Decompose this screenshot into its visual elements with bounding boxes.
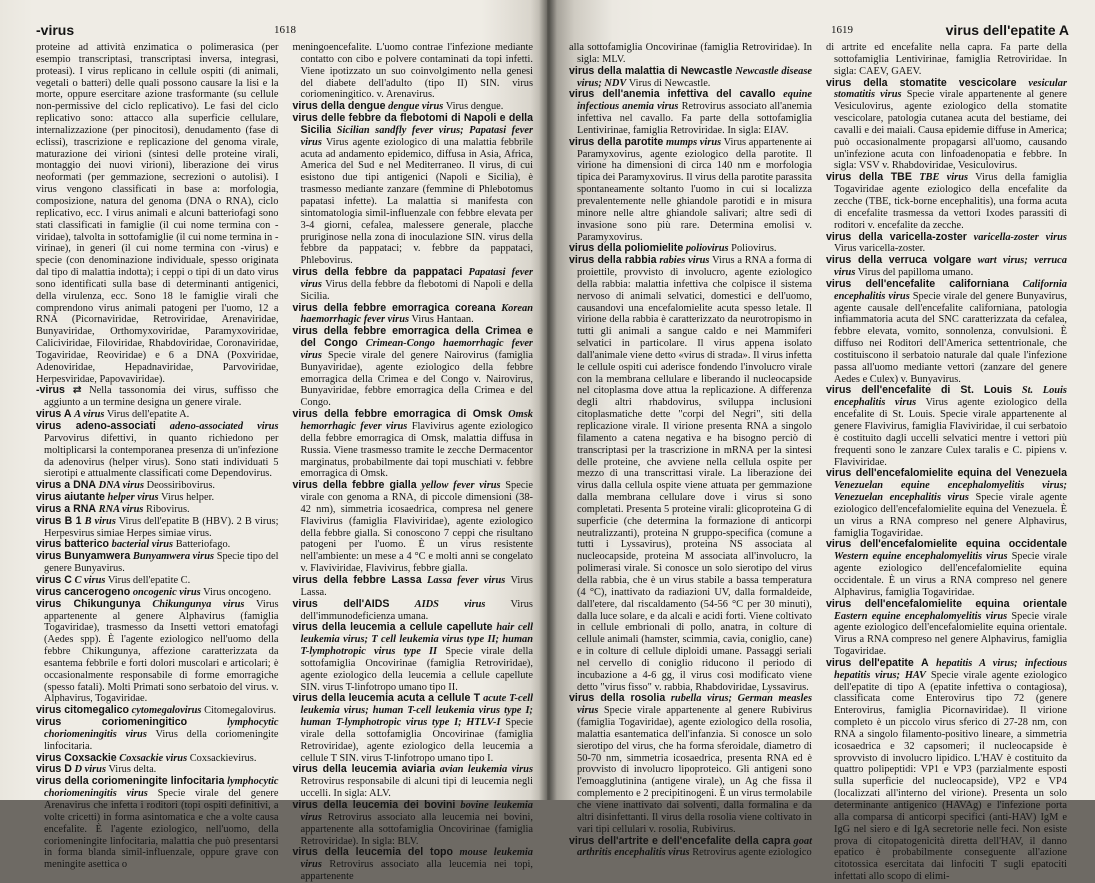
entry-english-term: C virus xyxy=(74,574,106,586)
entry-definition: Virus dell'epatite C. xyxy=(107,574,191,586)
dictionary-entry xyxy=(569,255,812,693)
entry-english-term: mouse leukemia virus xyxy=(300,847,533,871)
entry-headword: virus aiutante xyxy=(36,491,105,504)
entry-headword: virus della febbre emorragica di Omsk xyxy=(292,408,503,421)
entry-definition: Specie virale agente eziologico dell'epatite di tipo A (epatite infettiva o contagiosa), classificata come Enterovirus tipo 72 (genere Enterovirus, famiglia Picornaviridae). Il virione completo è un piccolo virus sferico di 27-28 nm, con RNA a singolo filamento-positivo lineare, a simmetria icosaedrica e 32 capsomeri; il nucleocapside è sprovvisto di involucro lipidico. L'HAV è costituito da quattro polipeptidi: VP1 e VP3 (parzialmente esposti sulla superficie del nucleocapside), VP2 e VP4 (localizzati all'interno del virione). Presenta un solo determinante antigenico (HAVAg) e l'infezione porta alla comparsa di anticorpi specifici (anti-HAV) IgM e IgG nel siero e di IgA secretorie nelle feci. Non esiste prova di citopatogenicità diretta dell'HAV, il danno epatico è probabilmente conseguente all'azione citotossica esercitata dai linfociti T sugli epatociti infettati allo scopo di elimi- xyxy=(834,669,1067,883)
continuation-text: proteine ad attività enzimatica o polimerasica (per esempio transcriptasi, transcriptasi inversa, integrasi, proteasi). I virus replicano in cellule ospiti (di animali, vegetali o batteri) delle quali possono causare la lisi e la morte, oppure esercitare azione trasformante (su cellule non-permissive del ciclo replicativo). Le fasi del ciclo replicativo sono: attacco alla superficie cellulare, internalizzazione (per pinocitosi), denudamento (fase di eclissi), trascrizione e replicazione del genoma virale, maturazione dei virioni (sintesi delle proteine virali, montaggio dei nuovi virioni), liberazione dei virus neoformati (per gemmazione, secrezioni o autolisi). I virus vengono classificati in base a: morfologia, composizione, natura del genoma (DNA o RNA), ciclo replicativo, ecc. I virus animali e alcuni batteriofagi sono stati classificati in famiglie (il cui nome termina con -viridae), talvolta in sottofamiglie (il cui nome termina in -virinae), in generi (il cui nome termina con -virus) e specie (con denominazione individuale, spesso originata dal tipo di malattia indotta); i ceppi o tipi di un dato virus sono identificati sulla base di determinanti antigenici, della virulenza, ecc. Sono 18 le famiglie virali che comprendono virus animali patogeni per l'uomo, 12 a RNA (Picornaviridae, Retroviridae, Arenaviridae, Bunyaviridae, Orthomyxoviridae, Paramyxoviridae, Caliciviridae, Filoviridae, Rhabdoviridae, Coronaviridae, Togaviridae, Reoviridae) e 6 a DNA (Poxviridae, Adenoviridae, Hepadnaviridae, Parvoviridae, Herpesviridae, Papovaviridae). xyxy=(36,42,279,385)
entry-definition: Virus helper. xyxy=(161,492,215,504)
dictionary-entry xyxy=(826,599,1067,658)
dictionary-entry xyxy=(36,753,279,765)
entry-definition: Specie virale del genere Arenavirus che infetta i roditori (topi ospiti definitivi, a volte cricetti) in forma asintomatica e che a volte causa encefalite. È l'agente eziologico, nell'uomo, della coriomeningite linfocitaria, malattia che può presentarsi in forma blanda simil-influenzale, oppure grave con meningite asettica o xyxy=(44,788,279,871)
entry-english-term: B virus xyxy=(84,515,116,527)
entry-english-term: vesicular stomatitis virus xyxy=(834,77,1067,101)
entry-english-term: avian leukemia virus xyxy=(439,764,533,776)
entry-definition: Virus appartenente ai Paramyxovirus, agente eziologico della parotite. Il virione ha dimensioni di circa 140 nm e morfologia tipica dei Paramyxovirus. Il virus della parotite parassita spontaneamente soltanto l'uomo in cui si localizza prevalentemente nelle ghiandole parotidi e in misura minore nelle altre ghiandole salivari; altre sedi di invasione sono più rare. Determina emolisi v. Paramyxovirus. xyxy=(577,136,812,243)
dictionary-entry xyxy=(36,421,279,480)
dictionary-entry xyxy=(826,172,1067,231)
entry-headword: virus della rabbia xyxy=(569,254,657,267)
dictionary-entry xyxy=(36,776,279,871)
entry-definition: Specie tipo del genere Bunyavirus. xyxy=(44,551,279,575)
entry-definition: Retrovirus associato alla leucemia nei topi, appartenente xyxy=(300,859,533,883)
entry-english-term: mumps virus xyxy=(665,136,722,148)
entry-definition: di artrite ed encefalite nella capra. Fa parte della sottofamiglia Lentivirinae, famiglia Retroviridae. In sigla: CAEV, GAEV. xyxy=(826,42,1067,77)
entry-headword: virus della leucemia acuta a cellule T xyxy=(292,692,481,705)
entry-english-term: Bunyamwera virus xyxy=(132,551,215,563)
entry-definition: Specie virale con genoma a RNA, di piccole dimensioni (38-42 nm), simmetria icosaedrica, compresa nel genere Flavivirus (famiglia Flaviviridae), agente eziologico della febbre gialla. Si conoscono 7 ceppi che risultano patogeni per l'uomo. È un virus resistente nell'ambiente: un mese a 4 °C e molti anni se congelato v. Flaviviridae, Flavivirus, febbre gialla. xyxy=(300,480,533,575)
entry-definition: Specie virale della sottofamiglia Oncovirinae (famiglia Retroviridae), agente eziologico della leucemia a cellule T SIN. virus T-linfotropo umano tipo I. xyxy=(300,717,533,764)
entry-english-term: Coxsackie virus xyxy=(119,752,188,764)
entry-headword: virus della parotite xyxy=(569,135,664,148)
right-page xyxy=(547,0,1095,883)
entry-definition: Virus delta. xyxy=(108,764,157,776)
entry-english-term: D virus xyxy=(74,764,106,776)
entry-headword: virus della coriomeningite linfocitaria xyxy=(36,775,225,788)
entry-headword: virus della febbre Lassa xyxy=(292,573,422,586)
entry-definition: Virus agente eziologico di una malattia febbrile acuta ad andamento epidemico, diffusa in Asia, Africa, America del Sud e nel Mediterraneo. Il virus, di cui esistono due tipi antigenici (Napoli e Sicilia), è trasmesso mediante zanzare (femmine di Phlebotomus papatasi infette). La malattia si manifesta con sintomatologia simil-influenzale con febbre elevata per 3-4 giorni, cefalea, malessere generale, placche pruriginose nella zona di inoculazione SIN. virus della febbre da pappataci; v. febbre da pappataci, Phlebovirus. xyxy=(300,136,533,267)
entry-english-term: Lassa fever virus xyxy=(426,574,506,586)
entry-english-term: helper virus xyxy=(107,492,159,504)
dictionary-entry xyxy=(293,764,534,800)
entry-definition: Virus del papilloma umano. xyxy=(857,267,974,279)
entry-headword: virus della malattia di Newcastle xyxy=(569,64,733,77)
dictionary-entry xyxy=(569,42,812,66)
entry-english-term: Chikungunya virus xyxy=(152,598,245,610)
entry-definition: Deossiribovirus. xyxy=(146,480,216,492)
entry-definition: Specie virale agente eziologico dell'encefalomielite equina occidentale. È un virus a RNA compreso nel genere Alphavirus, famiglia Togaviridae. xyxy=(834,551,1067,598)
entry-headword: virus Chikungunya xyxy=(36,597,141,610)
left-page-number: 1618 xyxy=(274,24,296,36)
entry-definition: Specie virale della sottofamiglia Oncovirinae (famiglia Retroviridae), agente eziologico della leucemia a cellule capellute SIN. virus T-linfotropo umano tipo II. xyxy=(300,646,533,693)
entry-definition: Specie virale appartenente al genere Rubivirus (famiglia Togaviridae), agente eziologico della rosolia, malattia esantematica dell'infanzia. Si conosce un solo sierotipo del virus, che ha forma sferoidale, diametro di 50-70 nm, simmetria icosaedrica, presenta RNA ed è provvisto di involucro lipoproteico. Gli antigeni sono l'emoagglutinina (antigene virale), un Ag che fissa il complemento e 2 precipitinogeni. È un virus termolabile che viene inattivato dai solventi, dalla formalina e da altri disinfettanti. Il virus della rosolia viene coltivato in vari tipi cellulari v. rosolia, Rubivirus. xyxy=(577,705,812,835)
entry-definition: Specie virale agente eziologico dell'encefalomielite equina orientale. Virus a RNA compreso nel genere Alphavirus, famiglia Togaviridae. xyxy=(834,610,1067,658)
left-column-1 xyxy=(36,42,279,883)
dictionary-entry xyxy=(293,800,534,847)
entry-headword: virus della febbre emorragica coreana xyxy=(292,301,496,314)
entry-english-term: oncogenic virus xyxy=(132,586,201,598)
entry-english-term: cytomegalovirus xyxy=(131,705,202,717)
entry-definition: Nella tassonomia dei virus, suffisso che aggiunto a un termine designa un genere virale. xyxy=(44,385,279,409)
entry-headword: virus della poliomielite xyxy=(569,242,684,255)
entry-english-term: wart virus; verruca virus xyxy=(834,255,1067,279)
dictionary-entry xyxy=(826,78,1067,173)
right-page-number: 1619 xyxy=(831,24,853,36)
dictionary-entry xyxy=(569,693,812,835)
entry-definition: Flavivirus agente eziologico della febbre emorragica di Omsk, malattia diffusa in Russia. Viene trasmesso tramite le zecche Dermacentor marginatus, probabilmente dai topi muschiati v. febbre emorragica di Omsk. xyxy=(300,421,533,480)
dictionary-entry xyxy=(293,622,534,693)
entry-definition: Retrovirus responsabile di alcuni tipi di leucemia negli uccelli. In sigla: ALV. xyxy=(300,776,533,800)
entry-definition: Specie virale del genere Bunyavirus, agente causale dell'encefalite californiana, patologia infiammatoria acuta del SNC caratterizzata da cefalea, febbre elevata, vomito, sonnolenza, convulsioni. È diffuso nei Roditori dell'America settentrionale, che costituiscono il serbatoio naturale dal quale l'infezione passa all'uomo mediante vettori (zanzare del genere Aedes e Culex) v. Bunyavirus. xyxy=(834,290,1067,385)
entry-english-term: AIDS virus xyxy=(414,598,486,610)
entry-english-term: acute T-cell leukemia virus; human T-cell leukemia virus type I; human T-lymphotropic virus type I; HTLV-I xyxy=(300,693,533,729)
entry-english-term: A virus xyxy=(74,409,105,421)
entry-headword: virus della dengue xyxy=(292,100,386,113)
entry-definition: Virus Lassa. xyxy=(300,574,533,598)
entry-english-term: hair cell leukemia virus; T cell leukemia virus type II; human T-lymphotropic virus type II xyxy=(300,622,533,658)
dictionary-entry xyxy=(293,267,534,303)
entry-definition: Virus della famiglia Togaviridae agente eziologico della encefalite da zecche (TBE, tick-borne encephalitis), una forma acuta di encefalite trasmessa da vettori Ixodes parassiti di roditori v. encefalite da zecche. xyxy=(834,172,1067,231)
entry-english-term: Western equine encephalomyelitis virus xyxy=(834,551,1008,563)
dictionary-entry xyxy=(569,836,812,860)
entry-english-term: bovine leukemia virus xyxy=(300,800,533,823)
entry-headword: virus della rosolia xyxy=(569,692,666,705)
dictionary-entry xyxy=(293,599,534,623)
dictionary-entry xyxy=(293,480,534,575)
dictionary-entry xyxy=(826,539,1067,598)
entry-definition: Poliovirus. xyxy=(731,243,777,255)
entry-headword: virus dell'anemia infettiva del cavallo xyxy=(569,88,776,101)
entry-headword: virus della leucemia aviaria xyxy=(292,763,436,776)
entry-headword: virus dell'epatite A xyxy=(826,656,929,669)
entry-english-term: hepatitis A virus; infectious hepatitis virus; HAV xyxy=(834,657,1067,681)
entry-headword: virus della verruca volgare xyxy=(826,254,972,267)
dictionary-entry xyxy=(569,89,812,136)
entry-definition: Retrovirus associato alla leucemia nei bovini, appartenente alla sottofamiglia Oncovirinae (famiglia Retroviridae). In sigla: BLV. xyxy=(300,811,533,847)
entry-headword: virus dell'encefalomielite equina del Venezuela xyxy=(826,467,1067,480)
entry-definition: Retrovirus agente eziologico xyxy=(692,847,812,859)
entry-headword: virus B 1 xyxy=(36,514,82,527)
entry-headword: virus della leucemia dei bovini xyxy=(292,799,456,811)
entry-definition: Virus Hantaan. xyxy=(411,314,474,326)
dictionary-entry xyxy=(826,255,1067,279)
entry-headword: virus C xyxy=(36,573,72,586)
entry-headword: virus batterico xyxy=(36,538,110,551)
dictionary-entry xyxy=(826,385,1067,468)
entry-definition: alla sottofamiglia Oncovirinae (famiglia Retroviridae). In sigla: MLV. xyxy=(569,42,812,65)
entry-definition: Virus dell'immunodeficienza umana. xyxy=(300,598,533,622)
entry-definition: Virus varicella-zoster. xyxy=(834,243,926,255)
entry-english-term: poliovirus xyxy=(685,243,729,255)
dictionary-entry xyxy=(293,42,534,101)
entry-definition: Virus dell'epatite A. xyxy=(106,409,190,421)
entry-english-term: dengue virus xyxy=(388,101,444,113)
entry-definition: Specie virale agente eziologico dell'encefalomielite equina del Venezuela. È un virus a RNA compreso nel genere Alphavirus, famiglia Togaviridae. xyxy=(834,492,1067,539)
dictionary-entry xyxy=(826,468,1067,539)
dictionary-entry xyxy=(293,847,534,883)
entry-definition: Citomegalovirus. xyxy=(204,705,276,717)
entry-headword: virus della febbre da pappataci xyxy=(292,266,463,279)
dictionary-entry xyxy=(826,658,1067,883)
entry-english-term: Sicilian sandfly fever virus; Papatasi fever virus xyxy=(300,124,533,148)
left-page-header xyxy=(36,22,533,38)
left-column-2 xyxy=(293,42,534,883)
entry-headword: virus delle febbre da flebotomi di Napoli e della Sicilia xyxy=(292,112,533,136)
entry-english-term: yellow fever virus xyxy=(421,480,501,492)
entry-definition: Ribovirus. xyxy=(146,503,190,515)
entry-headword: virus A xyxy=(36,408,72,421)
entry-definition: Coxsackievirus. xyxy=(189,752,257,764)
entry-headword: virus Bunyamwera xyxy=(36,550,131,563)
entry-english-term: rabies virus xyxy=(659,255,710,267)
entry-headword: virus adeno-associati xyxy=(36,420,156,432)
left-page xyxy=(0,0,547,883)
entry-headword: virus della varicella-zoster xyxy=(826,230,967,243)
entry-headword: virus dell'artrite e dell'encefalite della capra xyxy=(569,834,791,847)
dictionary-entry xyxy=(36,717,279,753)
dictionary-entry xyxy=(293,409,534,480)
dictionary-entry xyxy=(826,42,1067,78)
entry-english-term: Omsk hemorrhagic fever virus xyxy=(300,409,533,432)
entry-headword: virus coriomeningitico xyxy=(36,716,188,729)
right-column-1 xyxy=(569,42,812,883)
dictionary-entry xyxy=(293,113,534,267)
dictionary-entry xyxy=(36,551,279,575)
dictionary-entry xyxy=(36,599,279,706)
dictionary-entry xyxy=(36,516,279,540)
entry-english-term: Eastern equine encephalomyelitis virus xyxy=(834,610,1008,622)
entry-headword: virus della TBE xyxy=(826,171,912,184)
entry-english-term: Newcastle disease virus; NDV xyxy=(577,65,812,89)
entry-definition: Specie virale appartenente al genere Vesiculovirus, agente eziologico della stomatite vescicolare, patologia cutanea acuta del bestiame, dei cavalli e dei maiali. Causa epidemie diffuse in America; può occasionalmente propagarsi all'uomo, causando un'infezione acuta con linfoadenopatia e febbre. In sigla: VSV v. Rhabdoviridae, Vesiculovirus. xyxy=(834,89,1067,172)
entry-definition: Batteriofago. xyxy=(175,539,231,551)
dictionary-entry xyxy=(569,66,812,90)
dictionary-entry xyxy=(826,232,1067,256)
entry-english-term: DNA virus xyxy=(98,480,144,492)
entry-definition: Virus della febbre da flebotomi di Napoli e della Sicilia. xyxy=(300,278,533,302)
dictionary-entry xyxy=(826,279,1067,386)
entry-definition: meningoencefalite. L'uomo contrae l'infezione mediante contatto con cibo e polvere contaminati da topi infetti. Viene ipotizzato un suo coinvolgimento nella genesi del diabete dell'adulto (tipo II) SIN. virus coriomeningitico. v. Arenavirus. xyxy=(292,42,533,101)
entry-english-term: RNA virus xyxy=(98,503,144,515)
entry-english-term: rubella virus; German measles virus xyxy=(577,693,812,717)
entry-headword: virus dell'encefalomielite equina occidentale xyxy=(826,538,1067,551)
entry-headword: virus dell'encefalomielite equina orientale xyxy=(826,597,1067,610)
entry-headword: virus Coxsackie xyxy=(36,751,117,764)
entry-english-term: St. Louis encephalitis virus xyxy=(834,385,1067,409)
entry-definition: Virus appartenente al genere Alphavirus (famiglia Togaviridae), trasmesso da Insetti vettori ematofagi (Aedes spp). È l'agente eziologico nell'uomo della febbre Chikungunya, affezione caratterizzata da esantema febbrile e forti dolori muscolari e articolari; è occasionalmente responsabile di forme emorragiche (spesso fatali). Molti Primati sono serbatoio del virus. v. Alphavirus, Togaviridae. xyxy=(44,598,279,705)
entry-english-term: TBE virus xyxy=(919,172,969,184)
entry-english-term: adeno-associated virus xyxy=(169,421,279,432)
entry-english-term: California encephalitis virus xyxy=(834,278,1067,302)
entry-english-term: goat arthritis encephalitis virus xyxy=(577,835,812,859)
entry-headword: virus a DNA xyxy=(36,479,97,492)
entry-definition: Specie virale del genere Nairovirus (famiglia Bunyaviridae), agente eziologico della febbre emorragica della Crimea e del Congo v. Nairovirus, Bunyaviridae, febbre emorragica della Crimea e del Congo. xyxy=(300,349,533,409)
entry-definition: Virus agente eziologico della encefalite di St. Louis. Specie virale appartenente al genere Flavivirus, famiglia Flaviviridae, il cui serbatoio è costituito dagli uccelli selvatici mentre i vettori più frequenti sono le zanzare Culex taralis e C. pipiens v. Flaviviridae. xyxy=(834,397,1067,468)
entry-english-term: lymphocytic choriomeningitis virus xyxy=(44,776,279,800)
entry-headword: virus della leucemia a cellule capellute xyxy=(292,621,493,634)
entry-headword: virus dell'encefalite californiana xyxy=(826,277,1009,290)
entry-headword: virus D xyxy=(36,763,72,776)
entry-definition: Parvovirus difettivi, in quanto richiedono per moltiplicarsi la contemporanea presenza di un'infezione da adenovirus (helper virus). Sono stati individuati 5 sierotipi e attualmente classificati come Dependovirus. xyxy=(44,432,279,480)
dictionary-entry xyxy=(293,575,534,599)
dictionary-entry xyxy=(569,137,812,244)
entry-definition: Virus della coriomeningite linfocitaria. xyxy=(44,728,279,752)
entry-headword: virus a RNA xyxy=(36,502,97,515)
entry-headword: virus citomegalico xyxy=(36,704,130,717)
entry-headword: virus della leucemia del topo xyxy=(292,846,453,859)
entry-headword: virus dell'encefalite di St. Louis xyxy=(826,384,1013,397)
entry-headword: -virus ⇄ xyxy=(36,384,82,397)
entry-headword: virus dell'AIDS xyxy=(292,597,390,610)
entry-english-term: Venezuelan equine encephalomyelitis virus; Venezuelan encephalitis virus xyxy=(834,480,1067,504)
right-page-header xyxy=(569,22,1069,38)
entry-headword: virus cancerogeno xyxy=(36,585,131,598)
dictionary-entry xyxy=(293,303,534,327)
dictionary-entry xyxy=(36,385,279,409)
entry-english-term: Papatasi fever virus xyxy=(300,267,533,290)
entry-english-term: Korean haemorrhagic fever virus xyxy=(300,302,533,326)
right-column-2 xyxy=(826,42,1067,883)
entry-english-term: lymphocytic choriomeningitis virus xyxy=(44,717,279,740)
entry-headword: virus della stomatite vescicolare xyxy=(826,76,1017,89)
dictionary-entry xyxy=(293,326,534,409)
right-running-head: virus dell'epatite A xyxy=(945,22,1069,38)
entry-headword: virus della febbre gialla xyxy=(292,479,417,492)
entry-headword: virus della febbre emorragica della Crimea e del Congo xyxy=(292,325,533,350)
left-running-head: -virus xyxy=(36,22,75,38)
entry-english-term: equine infectious anemia virus xyxy=(577,89,813,113)
entry-definition: Virus dell'epatite B (HBV). 2 B virus; Herpesvirus simiae Herpes simiae virus. xyxy=(44,515,279,539)
entry-definition: Retrovirus associato all'anemia infettiva nel cavallo. Fa parte della sottofamiglia Lentivirinae, famiglia Retroviridae. In sigla: EIAV. xyxy=(577,101,812,136)
entry-english-term: varicella-zoster virus xyxy=(973,231,1067,243)
entry-definition: Virus a RNA a forma di proiettile, provvisto di involucro, agente eziologico della rabbia: malattia infettiva che colpisce il sistema nervoso di animali selvatici, domestici e dell'uomo, causandovi una encefalomielite acuta spesso letale. Il virione della rabbia è caratterizzato da neurotropismo in tutti gli animali a sangue caldo e nei Mammiferi selvatici in particolare. Il virus appena isolato dall'animale viene detto «virus di strada». Il virus infetta le cellule ospiti cui aderisce fondendo l'involucro virale con la membrana cellulare e liberando il nucleocapside nel citoplasma dove attua la replicazione. A differenza degli altri rhabdovirus, sviluppa inclusioni citoplasmatiche dette "corpi del Negri", siti della replicazione virale. Il virione presenta RNA a singolo filamento a catena negativa e ha bisogno perciò di transcriptasi per la trascrizione in mRNA per la sintesi delle proteine, che avviene nella cellula ospite per mezzo di una transcrittasi virale. La liberazione dei virus dalla cellula ospite viene attuata per gemmazione dalla membrana cellulare dove i virus si sono completati. Presenta 5 proteine virali: glicoproteina G di superficie (che determina la formazione di anticorpi neutralizzanti), proteina N gruppo-specifica (comune a tutti i Lyssavirus), proteina NS associata al nucleocapside, proteina M associata all'involucro, la polimerasi virale. Si conosce un solo sierotipo del virus della rabbia, che è un virus stabile a bassa temperatura (4 °C), inattivato da radiazioni UV, dalla formaldeide, dall'etere, dal riscaldamento (54-56 °C per 30 minuti), dalla luce solare, e da alcali e acidi forti. Viene coltivato in cellule embrionali di pollo, anatra, in colture di cellule animali (hamster, scimmia, cavia, coniglio, cane) e in colture di cellule diploidi umane. Passaggi seriali nel cervello di coniglio riducono il periodo di incubazione a 4-6 gg, il virus così modificato viene detto "virus fisso" v. rabbia, Rhabdoviridae, Lyssavirus. xyxy=(577,255,812,693)
entry-definition: Virus di Newcastle. xyxy=(628,77,711,89)
entry-definition: Virus dengue. xyxy=(445,101,504,113)
entry-definition: Virus oncogeno. xyxy=(203,586,272,598)
dictionary-entry xyxy=(293,693,534,764)
entry-english-term: Crimean-Congo haemorrhagic fever virus xyxy=(300,338,533,361)
entry-english-term: bacterial virus xyxy=(111,539,174,551)
